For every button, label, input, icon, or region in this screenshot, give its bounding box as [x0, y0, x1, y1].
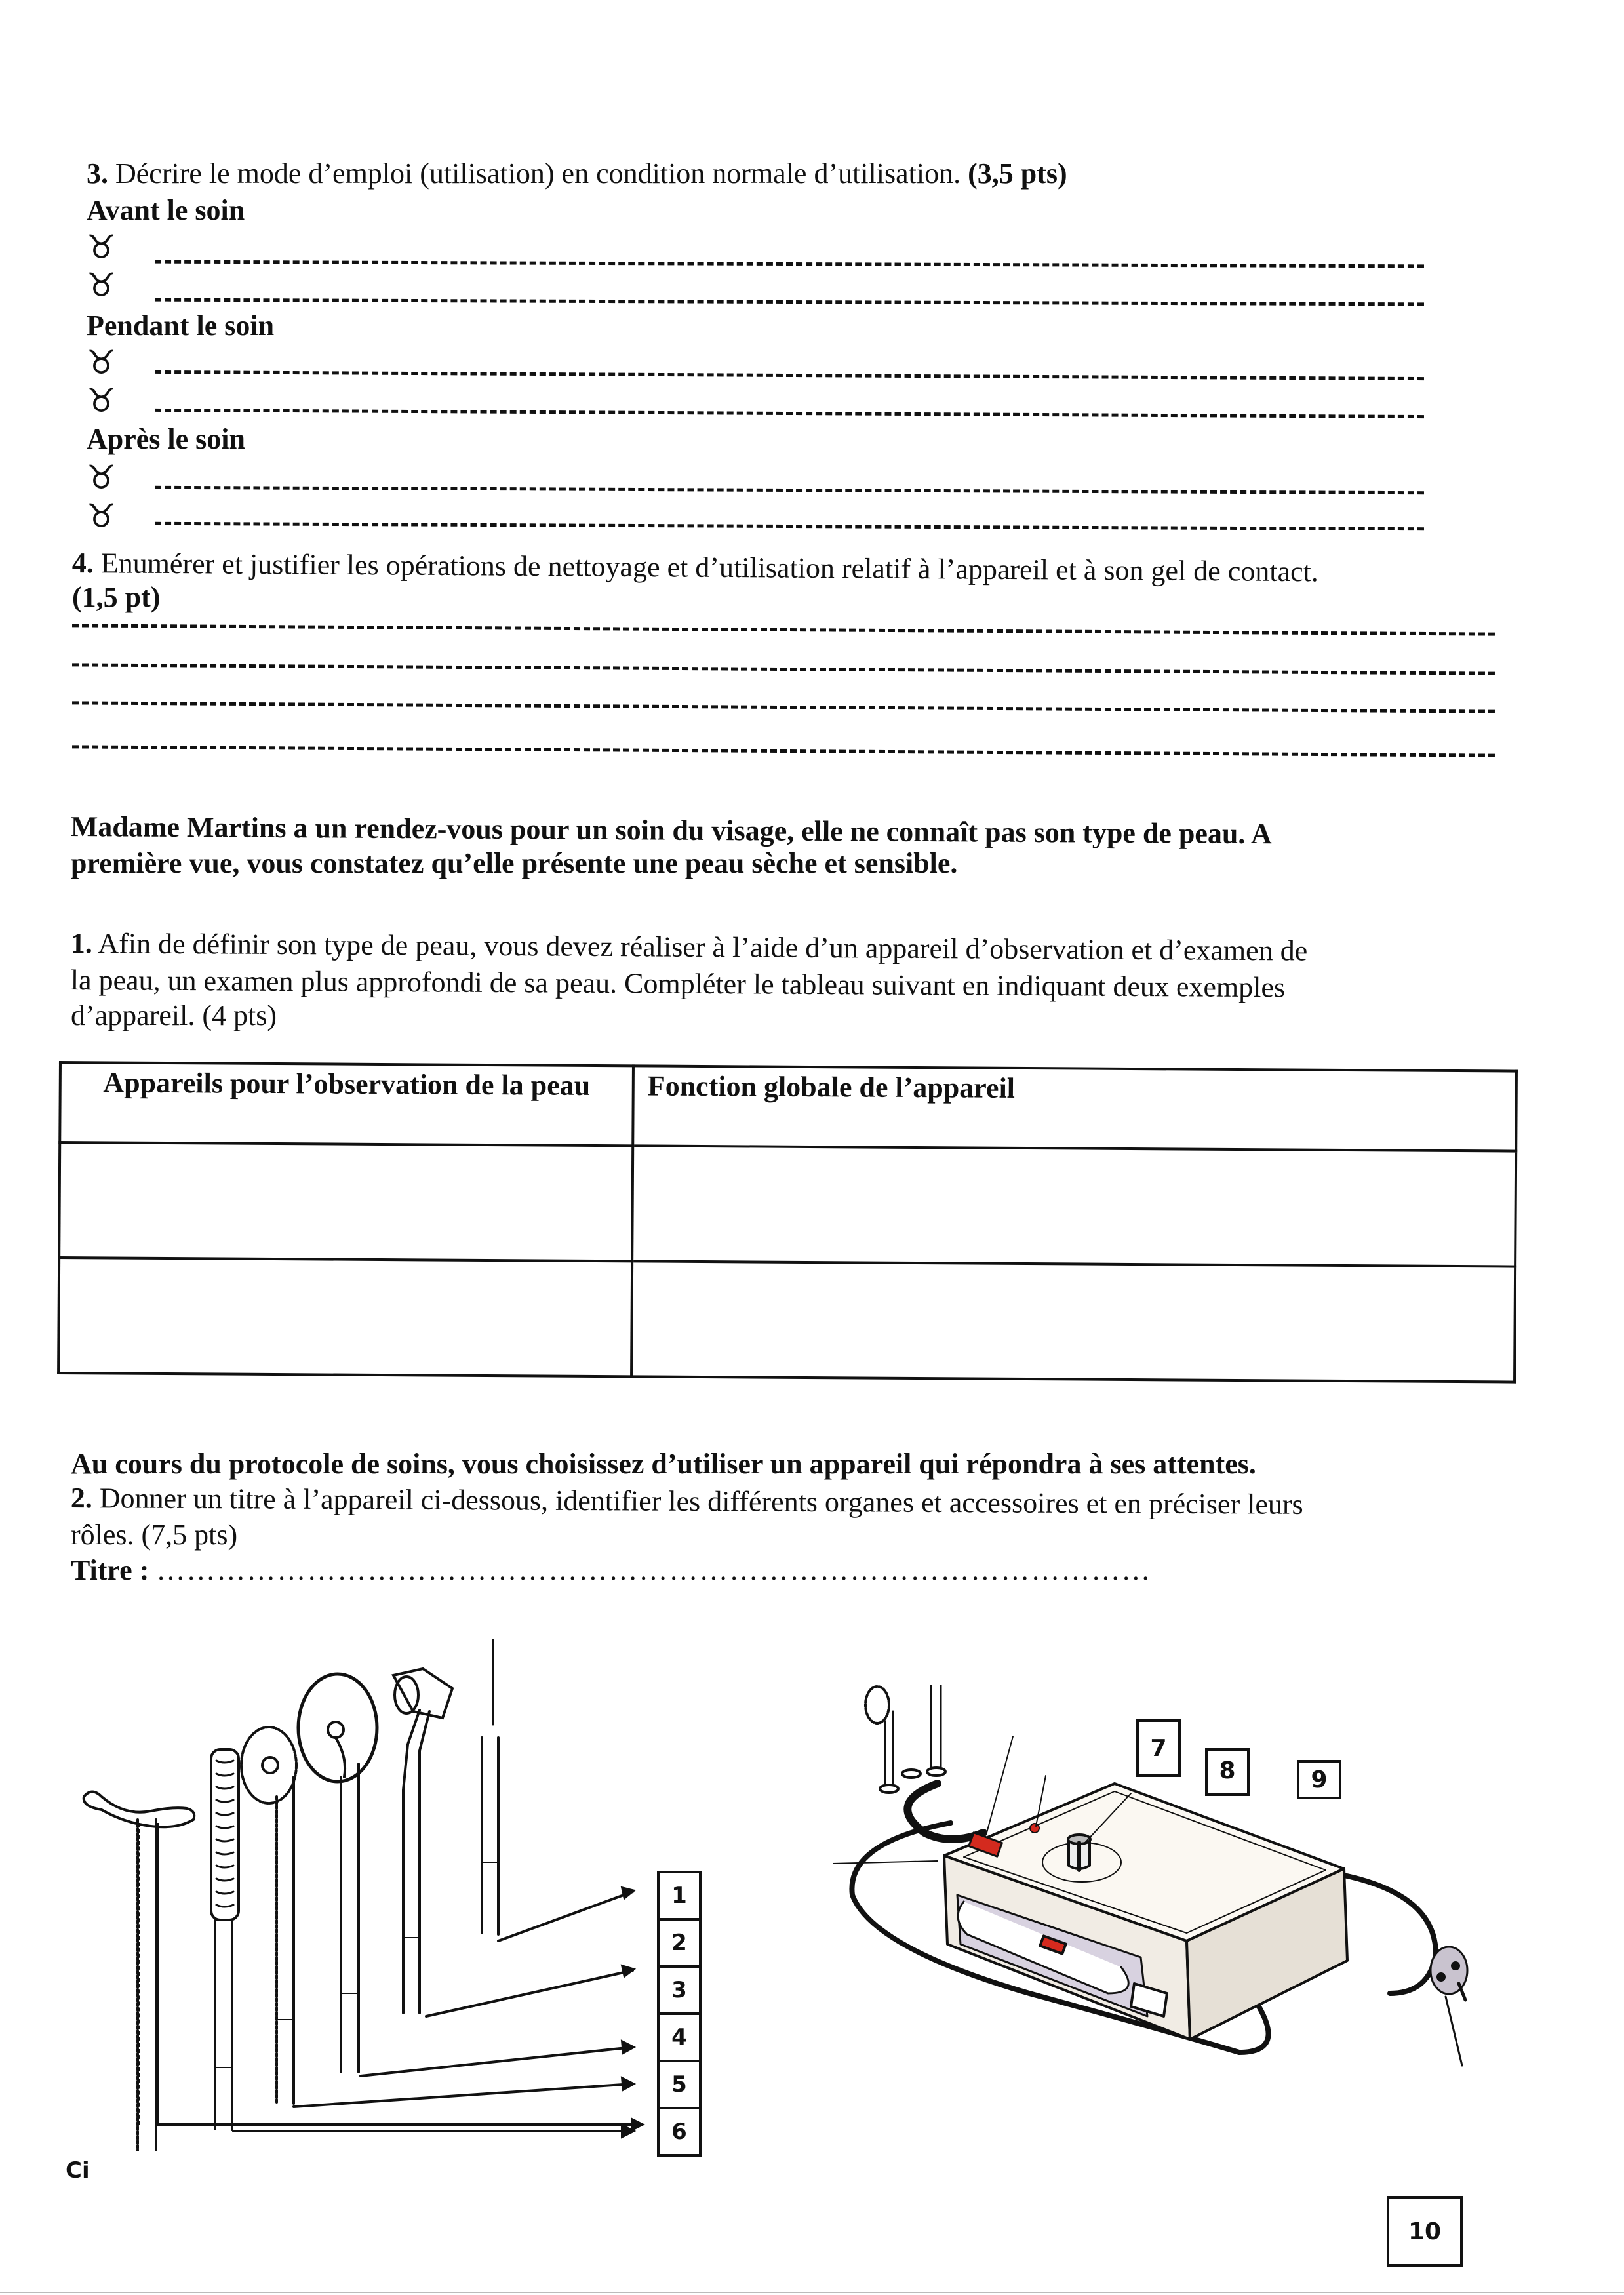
small-disc-electrode-icon	[241, 1727, 296, 2104]
label-box: 2	[657, 1918, 702, 1965]
question-2-text: Donner un titre à l’appareil ci-dessous, identifier les différents organes et accessoires et en préciser leurs	[99, 1482, 1303, 1521]
label-box-9: 9	[1297, 1760, 1341, 1799]
label-box: 4	[657, 2012, 702, 2060]
large-disc-electrode-icon	[298, 1674, 377, 2072]
high-frequency-device-diagram	[833, 1685, 1554, 2144]
fork-stem	[138, 1823, 140, 2125]
taurus-bullet-icon: ♉	[87, 228, 116, 266]
protocol-intro: Au cours du protocole de soins, vous choisissez d’utiliser un appareil qui répondra à ses attentes.	[71, 1448, 1256, 1480]
label-box-7: 7	[1136, 1719, 1181, 1777]
question-1-line-2: la peau, un examen plus approfondi de sa peau. Compléter le tableau suivant en indiquant deux exemples	[70, 964, 1286, 1004]
indicator-light	[1030, 1824, 1039, 1833]
taurus-bullet-icon: ♉	[87, 266, 116, 304]
label-box: 6	[657, 2107, 702, 2157]
table-header-row	[60, 1062, 1516, 1151]
label-box-8: 8	[1205, 1748, 1250, 1796]
arrow-to-6	[157, 2123, 636, 2126]
label-column-1-6	[657, 1871, 702, 2157]
table-row	[59, 1142, 1516, 1267]
question-4	[72, 546, 1318, 589]
question-3-number: 3.	[87, 157, 108, 190]
answer-line[interactable]	[72, 745, 1495, 757]
needle-electrode-icon	[482, 1639, 498, 1934]
scenario-line-1: Madame Martins a un rendez-vous pour un soin du visage, elle ne connaît pas son type de peau. A	[70, 810, 1272, 850]
answer-line[interactable]	[72, 624, 1495, 635]
question-1-line-1	[71, 926, 1308, 969]
taurus-bullet-icon: ♉	[87, 497, 116, 535]
question-2-number: 2.	[70, 1482, 92, 1515]
answer-line[interactable]	[72, 701, 1495, 713]
question-3-text: Décrire le mode d’emploi (utilisation) en condition normale d’utilisation.	[115, 157, 961, 190]
taurus-bullet-icon: ♉	[87, 458, 116, 496]
comb-electrode-icon	[211, 1749, 239, 2130]
heading-pendant-le-soin: Pendant le soin	[87, 309, 275, 342]
scenario-line-2: première vue, vous constatez qu’elle présente une peau sèche et sensible.	[71, 847, 958, 879]
label-box: 5	[657, 2060, 702, 2107]
question-1-line-3: d’appareil. (4 pts)	[71, 999, 277, 1031]
question-2-line-2: rôles. (7,5 pts)	[71, 1519, 238, 1551]
electrodes-diagram	[66, 1639, 721, 2151]
heading-apres-le-soin: Après le soin	[87, 423, 245, 455]
answer-line[interactable]	[155, 260, 1424, 268]
question-1-number: 1.	[70, 927, 92, 960]
answer-line[interactable]	[72, 663, 1495, 675]
function-cell[interactable]	[632, 1146, 1516, 1266]
question-4-text: Enumérer et justifier les opérations de nettoyage et d’utilisation relatif à l’appareil et à son gel de contact.	[100, 547, 1319, 588]
title-input-dots[interactable]: ………………………………………………………………………………………	[156, 1554, 1152, 1586]
answer-line[interactable]	[155, 522, 1424, 530]
label-box: 1	[657, 1871, 702, 1918]
title-label: Titre :	[71, 1554, 149, 1586]
taurus-bullet-icon: ♉	[87, 344, 116, 382]
function-cell[interactable]	[631, 1261, 1515, 1382]
power-cable	[1344, 1875, 1436, 1993]
page-bottom-rule	[0, 2292, 1624, 2293]
arrows	[159, 1887, 635, 2151]
footer-text: Ci	[66, 2157, 90, 2184]
answer-line[interactable]	[155, 298, 1424, 306]
plug-icon	[1431, 1947, 1467, 2000]
table-row	[58, 1258, 1515, 1382]
roller-electrode-icon	[393, 1669, 452, 2013]
question-2-line-1	[71, 1481, 1303, 1523]
device-cell[interactable]	[58, 1258, 632, 1376]
question-3	[87, 156, 1067, 191]
heading-avant-le-soin: Avant le soin	[87, 194, 245, 226]
answer-line[interactable]	[155, 486, 1424, 494]
title-field[interactable]	[71, 1553, 1151, 1588]
observation-devices-table	[57, 1061, 1518, 1384]
question-1-text: Afin de définir son type de peau, vous devez réaliser à l’aide d’un appareil d’observation et d’examen de	[98, 927, 1308, 967]
column-header-function: Fonction globale de l’appareil	[633, 1066, 1516, 1151]
taurus-bullet-icon: ♉	[87, 382, 116, 420]
answer-line[interactable]	[155, 409, 1424, 418]
device-cell[interactable]	[59, 1142, 633, 1261]
column-header-devices: Appareils pour l’observation de la peau	[60, 1062, 633, 1146]
label-box-10: 10	[1387, 2196, 1463, 2267]
arrowhead-icon	[631, 2117, 645, 2132]
fork-stem	[156, 1823, 159, 2125]
question-4-points: (1,5 pt)	[72, 581, 161, 613]
label-box: 3	[657, 1965, 702, 2012]
question-3-points: (3,5 pts)	[968, 157, 1067, 190]
answer-line[interactable]	[155, 370, 1424, 380]
question-4-number: 4.	[71, 546, 94, 580]
